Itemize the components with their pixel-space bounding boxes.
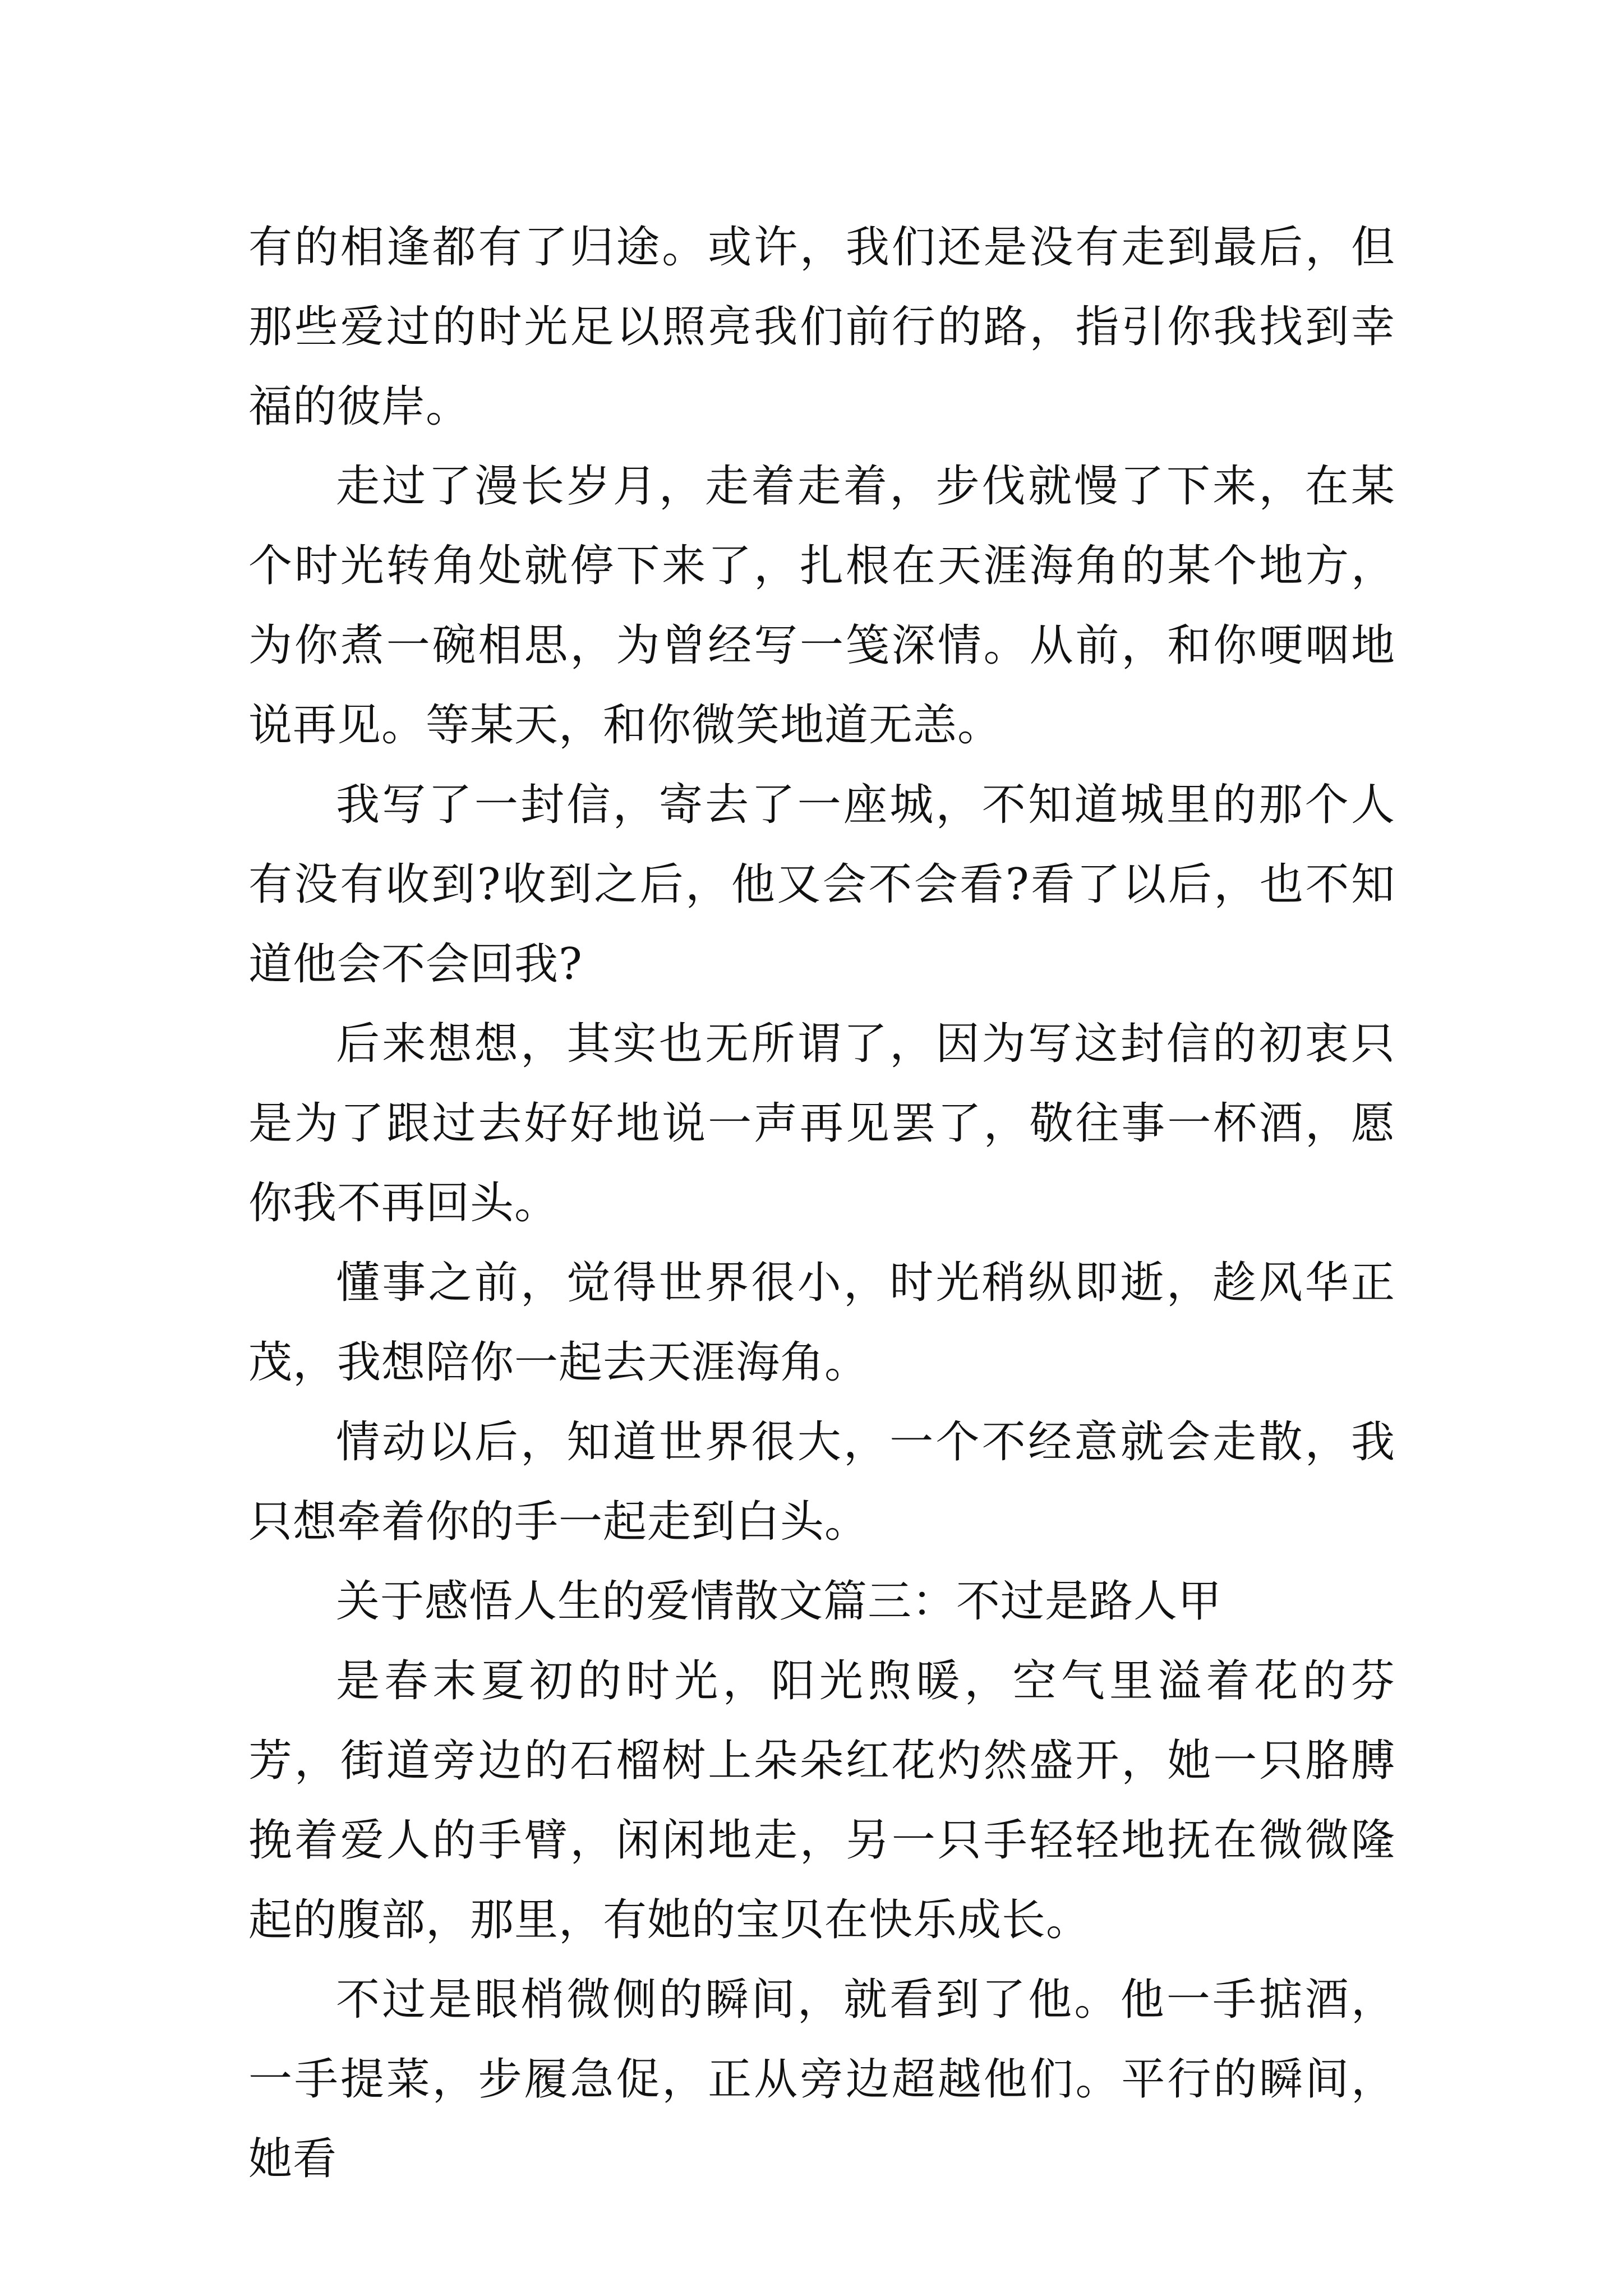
document-body: [248, 208, 1395, 2199]
section-heading: 关于感悟人生的爱情散文篇三：不过是路人甲: [336, 1576, 1223, 1627]
paragraph: 我写了一封信，寄去了一座城，不知道城里的那个人有没有收到?收到之后，他又会不会看?看了以后，也不知道他会不会回我?: [248, 780, 1395, 990]
paragraph: 走过了漫长岁月，走着走着，步伐就慢了下来，在某个时光转角处就停下来了，扎根在天涯海角的某个地方，为你煮一碗相思，为曾经写一笺深情。从前，和你哽咽地说再见。等某天，和你微笑地道无恙。: [248, 461, 1395, 751]
paragraph: 懂事之前，觉得世界很小，时光稍纵即逝，趁风华正茂，我想陪你一起去天涯海角。: [248, 1258, 1395, 1388]
paragraph: 不过是眼梢微侧的瞬间，就看到了他。他一手掂酒，一手提菜，步履急促，正从旁边超越他们。平行的瞬间，她看: [248, 1975, 1395, 2184]
paragraph: 后来想想，其实也无所谓了，因为写这封信的初衷只是为了跟过去好好地说一声再见罢了，敬往事一杯酒，愿你我不再回头。: [248, 1019, 1395, 1228]
paragraph: 情动以后，知道世界很大，一个不经意就会走散，我只想牵着你的手一起走到白头。: [248, 1417, 1395, 1547]
paragraph-continued: 有的相逢都有了归途。或许，我们还是没有走到最后，但那些爱过的时光足以照亮我们前行的路，指引你我找到幸福的彼岸。: [248, 222, 1395, 432]
paragraph: 是春末夏初的时光，阳光煦暖，空气里溢着花的芬芳，街道旁边的石榴树上朵朵红花灼然盛开，她一只胳膊挽着爱人的手臂，闲闲地走，另一只手轻轻地抚在微微隆起的腹部，那里，有她的宝贝在快乐成长。: [248, 1656, 1395, 1945]
